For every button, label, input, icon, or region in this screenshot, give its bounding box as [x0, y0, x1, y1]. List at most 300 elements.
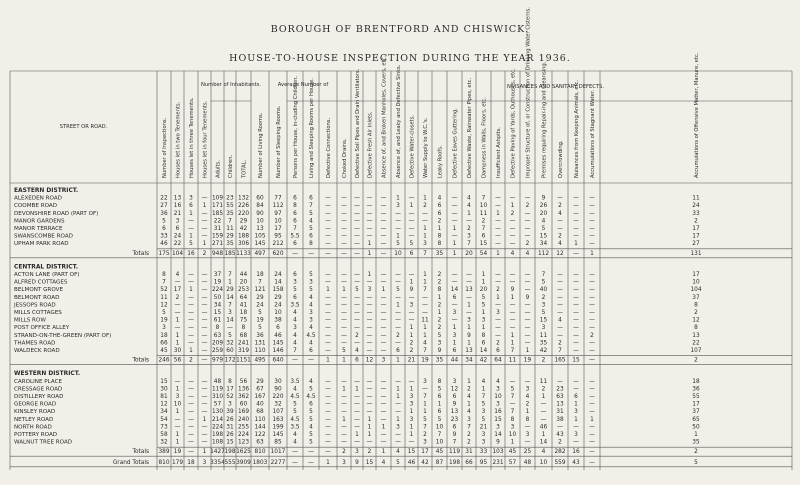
table-row-cell: —	[495, 332, 501, 339]
table-row-cell: 90	[256, 210, 264, 217]
table-row-cell: —	[573, 203, 579, 210]
table-row-cell: —	[201, 394, 208, 400]
table-row-cell: —	[188, 226, 194, 232]
totals-cell: 112	[537, 250, 550, 257]
table-row-cell: —	[366, 218, 373, 225]
table-row-cell: 37	[692, 294, 700, 301]
totals-cell: 131	[690, 250, 702, 257]
table-row-cell: —	[408, 218, 415, 225]
table-row-cell: —	[188, 310, 194, 316]
table-row-cell: 1	[694, 432, 698, 438]
table-row-cell: 5	[258, 325, 262, 332]
table-row-cell: 3	[525, 432, 530, 438]
table-row-cell: —	[341, 424, 347, 431]
table-row-cell: 40	[539, 287, 548, 294]
table-row-cell: —	[589, 386, 595, 393]
table-row-cell: 4	[558, 317, 562, 324]
totals-cell: —	[292, 357, 298, 364]
table-row-cell: 3	[437, 340, 442, 347]
table-row-cell: —	[366, 332, 373, 339]
table-row-cell: 3	[162, 325, 166, 332]
table-row-cell: 1	[355, 432, 359, 438]
table-row-cell: 7	[510, 394, 515, 400]
table-row-cell: 35	[539, 340, 548, 347]
table-row-cell: 1	[423, 272, 427, 278]
table-row-cell: —	[174, 279, 181, 286]
header-defect: Defective Connections.	[326, 117, 332, 178]
table-row-cell: 3	[409, 302, 414, 309]
table-row-cell: —	[495, 203, 501, 210]
table-row-cell: —	[573, 302, 579, 309]
table-row-cell: 5	[228, 332, 232, 339]
table-row-cell: 29	[274, 294, 282, 301]
table-row-cell: 1	[409, 386, 414, 393]
page-subtitle: HOUSE-TO-HOUSE INSPECTION DURING THE YEAR 1936.	[229, 53, 571, 64]
table-row-cell: —	[395, 409, 401, 416]
table-row-cell: 8	[228, 378, 232, 385]
table-row-cell: 20	[479, 287, 488, 294]
header-defect: Defective Waste, Rainwater Pipes, etc.	[467, 77, 473, 178]
table-row-cell: —	[451, 195, 458, 202]
table-row-cell: 38	[274, 317, 282, 324]
table-row-cell: 4	[437, 195, 442, 202]
table-row-cell: —	[341, 233, 347, 240]
table-row-cell: —	[408, 317, 415, 324]
table-row-cell: —	[495, 279, 501, 286]
table-row-label: MANOR GARDENS	[14, 218, 65, 225]
table-row-cell: —	[573, 218, 579, 225]
table-row-cell: 1	[452, 325, 457, 332]
table-row-cell: —	[341, 302, 347, 309]
totals-cell: 45	[508, 449, 517, 456]
header-defect: Improper Structure of, or Construction of Drinking Water Cisterns.	[525, 7, 532, 178]
table-row-cell: 1	[437, 226, 442, 232]
table-row-cell: —	[366, 226, 373, 232]
table-row-cell: —	[573, 424, 579, 431]
table-row-cell: 3	[423, 241, 427, 248]
table-row-cell: —	[341, 203, 347, 210]
totals-cell: 15	[407, 449, 416, 456]
table-row-cell: —	[341, 210, 347, 217]
totals-cell: 103	[492, 449, 504, 456]
table-row-cell: —	[325, 218, 331, 225]
table-row-cell: 188	[237, 233, 250, 240]
table-row-cell: 10	[494, 394, 502, 400]
table-row-cell: 1	[423, 332, 427, 339]
header-label: Houses let in two Tenements.	[175, 101, 182, 178]
table-row-cell: 5	[293, 287, 297, 294]
table-row-cell: 1	[189, 233, 193, 240]
table-row-cell: —	[366, 195, 373, 202]
table-row-cell: —	[354, 340, 360, 347]
table-row-cell: —	[589, 394, 595, 400]
table-row-cell: —	[366, 378, 373, 385]
table-row-cell: 198	[211, 432, 224, 438]
table-row-cell: 159	[211, 233, 224, 240]
totals-cell: 172	[224, 357, 236, 364]
table-row-cell: 5	[481, 294, 486, 301]
table-row-cell: 30	[274, 378, 282, 385]
header-inhabitants: Number of Inhabitants.	[200, 82, 262, 88]
table-row-cell: —	[524, 287, 531, 294]
table-row-cell: —	[589, 210, 595, 217]
table-row-cell: —	[174, 378, 181, 385]
table-row-cell: 55	[692, 394, 700, 400]
table-row-cell: 5	[437, 332, 442, 339]
table-row-cell: —	[366, 317, 373, 324]
table-row-cell: —	[366, 325, 373, 332]
table-row-cell: —	[509, 325, 516, 332]
table-row-cell: 22	[692, 340, 700, 347]
table-row-cell: 46	[160, 241, 168, 248]
table-row-cell: —	[451, 203, 458, 210]
table-row-cell: —	[366, 203, 373, 210]
table-row-cell: 57	[213, 401, 222, 408]
grand-totals-cell: 15	[365, 459, 374, 466]
table-row-cell: 145	[272, 340, 284, 347]
header-defect: Water Supply to W.C.'s.	[423, 117, 429, 178]
totals-cell: 45	[435, 449, 444, 456]
grand-totals-cell: 5	[396, 459, 400, 466]
table-row-cell: 1	[381, 424, 386, 431]
table-row-cell: 4	[309, 340, 313, 347]
table-row-cell: 4	[309, 424, 313, 431]
totals-cell: 2	[694, 357, 698, 364]
table-row-cell: 52	[160, 287, 168, 294]
table-row-cell: 1	[574, 416, 578, 423]
table-row-cell: 4.5	[306, 394, 316, 400]
table-row-label: JESSOPS ROAD	[14, 302, 56, 309]
table-row-cell: —	[509, 279, 516, 286]
table-row-cell: 5	[162, 218, 166, 225]
table-row-cell: —	[380, 233, 387, 240]
table-row-cell: 2	[590, 332, 594, 339]
totals-cell: 1427	[210, 449, 225, 456]
table-row-cell: 12	[160, 302, 168, 309]
table-row-cell: —	[366, 439, 373, 446]
header-defect: Absence of, and Leaky and Defective Sinks.	[396, 64, 402, 178]
table-row-cell: —	[174, 325, 181, 332]
table-row-cell: —	[589, 340, 595, 347]
table-row-cell: —	[201, 432, 208, 438]
grand-totals-cell: 5	[694, 459, 698, 466]
table-row-cell: 6	[437, 394, 442, 400]
table-row-cell: 110	[254, 416, 266, 423]
totals-cell: 3	[355, 449, 359, 456]
table-row-cell: 9	[452, 401, 457, 408]
table-row-cell: —	[188, 302, 194, 309]
table-row-cell: 5	[510, 386, 515, 393]
table-row-cell: 3	[452, 332, 457, 339]
table-row-cell: —	[201, 348, 208, 354]
table-row-cell: —	[174, 416, 181, 423]
grand-totals-cell: —	[589, 459, 595, 466]
table-row-cell: 10	[274, 310, 282, 316]
table-row-cell: 1	[396, 394, 400, 400]
table-row-cell: —	[354, 226, 360, 232]
table-row-cell: 20	[239, 279, 248, 286]
grand-totals-cell: 3	[202, 459, 207, 466]
table-row-cell: —	[366, 348, 373, 354]
grand-totals-cell: 4	[381, 459, 386, 466]
table-row-cell: 5	[481, 416, 486, 423]
table-row-cell: —	[557, 424, 563, 431]
table-row-label: DISTILLERY ROAD	[14, 394, 64, 400]
table-row-cell: 105	[254, 233, 266, 240]
table-row-cell: 1	[175, 332, 180, 339]
table-row-cell: —	[408, 439, 415, 446]
table-row-cell: —	[380, 241, 387, 248]
table-row-cell: —	[341, 332, 347, 339]
table-row-cell: 8	[694, 325, 698, 332]
table-row-cell: —	[573, 317, 579, 324]
table-row-cell: 4	[309, 378, 313, 385]
table-row-cell: 1	[355, 386, 359, 393]
table-row-cell: —	[341, 401, 347, 408]
table-row-cell: 14	[539, 439, 548, 446]
table-row-cell: —	[380, 401, 387, 408]
grand-totals-cell: 3354	[210, 459, 225, 466]
totals-cell: 1151	[236, 357, 251, 364]
grand-totals-cell: 231	[492, 459, 504, 466]
table-row-cell: —	[380, 294, 387, 301]
table-row-cell: —	[201, 302, 208, 309]
table-row-cell: 73	[160, 424, 168, 431]
table-row-cell: —	[509, 226, 516, 232]
header-label: TOTAL.	[241, 159, 248, 178]
totals-cell: —	[308, 250, 314, 257]
table-row-label: ALEXEDEN ROAD	[14, 195, 62, 202]
table-row-cell: —	[325, 416, 331, 423]
table-row-cell: —	[408, 310, 415, 316]
table-row-cell: 5	[162, 310, 166, 316]
table-row-cell: —	[380, 226, 387, 232]
table-row-cell: —	[227, 325, 233, 332]
table-row-cell: —	[201, 210, 208, 217]
table-row-cell: 12	[160, 401, 168, 408]
table-row-cell: —	[201, 439, 208, 446]
table-row-cell: 362	[237, 394, 250, 400]
table-row-cell: —	[341, 317, 347, 324]
table-row-cell: —	[509, 272, 516, 278]
table-row-cell: —	[509, 310, 516, 316]
table-row-cell: —	[325, 279, 331, 286]
table-row-cell: —	[589, 218, 595, 225]
table-row-cell: 1	[367, 424, 372, 431]
table-row-cell: 3	[496, 401, 500, 408]
totals-cell: 497	[254, 250, 266, 257]
table-row-cell: —	[589, 401, 595, 408]
table-row-cell: 2	[437, 325, 442, 332]
table-row-cell: 8	[525, 416, 530, 423]
table-row-cell: 1	[541, 394, 546, 400]
table-row-cell: —	[495, 218, 501, 225]
header-defect: Defective Eaves Guttering.	[452, 108, 459, 178]
table-row-cell: 85	[274, 439, 282, 446]
table-row-cell: 5	[396, 287, 400, 294]
table-row-cell: 107	[690, 348, 702, 354]
table-row-cell: 6	[437, 203, 442, 210]
table-row-cell: 3	[409, 416, 414, 423]
table-row-cell: 15	[160, 378, 168, 385]
table-row-cell: 34	[160, 409, 168, 416]
table-row-cell: 7	[481, 195, 486, 202]
table-row-cell: —	[341, 394, 347, 400]
table-row-cell: 1	[510, 203, 515, 210]
table-row-cell: 259	[211, 348, 224, 354]
table-row-label: MILLS ROW	[14, 317, 46, 324]
table-row-cell: 306	[237, 241, 250, 248]
table-row-cell: 3	[481, 432, 486, 438]
table-row-cell: 109	[211, 195, 224, 202]
table-row-cell: 2	[467, 386, 471, 393]
table-row-cell: —	[395, 218, 401, 225]
table-row-label: NETLEY ROAD	[14, 416, 54, 423]
table-row-cell: —	[341, 378, 347, 385]
table-row-cell: —	[395, 317, 401, 324]
table-row-label: DEVONSHIRE ROAD (PART OF)	[14, 210, 99, 217]
totals-cell: 3	[381, 357, 386, 364]
table-row-cell: —	[408, 294, 415, 301]
totals-cell: 2	[202, 250, 207, 257]
table-row-cell: 3	[574, 432, 578, 438]
table-row-cell: 4	[293, 332, 297, 339]
table-row-cell: 13	[465, 348, 473, 354]
table-row-cell: 46	[274, 332, 282, 339]
table-row-cell: —	[395, 294, 401, 301]
table-row-cell: 110	[254, 348, 266, 354]
table-row-cell: 5	[309, 432, 313, 438]
header-defect: Dampness in Walls, Floors, etc.	[481, 97, 488, 178]
table-row-label: CAROLINE PLACE	[14, 378, 63, 385]
table-row-cell: —	[395, 378, 401, 385]
table-row-cell: 38	[556, 416, 564, 423]
table-row-cell: 4	[496, 378, 500, 385]
table-row-cell: 240	[237, 416, 250, 423]
header-defect: Defective Soil Pipes and Drain Ventilators.	[355, 68, 361, 178]
table-row-cell: 5.5	[290, 233, 300, 240]
table-row-cell: 95	[274, 233, 282, 240]
table-row-cell: 107	[272, 409, 284, 416]
totals-cell: 17	[421, 449, 429, 456]
table-row-cell: 253	[237, 287, 250, 294]
table-row-cell: 60	[239, 401, 248, 408]
table-row-cell: —	[589, 325, 595, 332]
totals-cell: 165	[554, 357, 566, 364]
table-row-cell: 132	[237, 195, 250, 202]
table-row-cell: 1	[590, 416, 594, 423]
table-row-cell: 1	[496, 294, 500, 301]
totals-label: Totals	[132, 250, 149, 257]
table-row-cell: —	[354, 302, 360, 309]
table-row-cell: —	[380, 203, 387, 210]
table-row-cell: 3	[293, 325, 297, 332]
table-row-cell: 10	[256, 218, 264, 225]
table-row-cell: 5	[409, 241, 414, 248]
table-row-cell: 11	[692, 195, 700, 202]
table-row-cell: —	[380, 332, 387, 339]
table-row-label: ACTON LANE (PART OF)	[14, 272, 80, 278]
header-defect: Choked Drains.	[342, 138, 348, 178]
table-row-cell: 1	[452, 226, 457, 232]
table-row-cell: 18	[160, 332, 168, 339]
totals-cell: 640	[272, 357, 284, 364]
table-row-cell: —	[354, 195, 360, 202]
table-row-cell: —	[589, 233, 595, 240]
table-row-cell: 3	[452, 310, 457, 316]
table-row-cell: 8	[241, 325, 246, 332]
table-row-cell: 121	[254, 287, 266, 294]
table-row-cell: 7	[228, 272, 232, 278]
totals-cell: —	[308, 357, 314, 364]
table-row-cell: 1	[423, 279, 427, 286]
table-row-cell: —	[341, 432, 347, 438]
totals-cell: 1133	[236, 250, 251, 257]
table-row-cell: —	[325, 325, 331, 332]
table-row-cell: 6	[481, 340, 486, 347]
table-row-cell: 2	[541, 386, 546, 393]
totals-cell: 1	[202, 449, 207, 456]
table-row-cell: —	[188, 424, 194, 431]
table-row-cell: 15	[539, 317, 548, 324]
table-row-cell: 7	[423, 287, 427, 294]
table-row-cell: —	[540, 416, 547, 423]
totals-cell: —	[188, 449, 194, 456]
table-row-cell: 31	[213, 226, 222, 232]
section-heading: EASTERN DISTRICT.	[14, 188, 79, 194]
header-label: Number of Inspections.	[162, 117, 168, 178]
table-row-cell: 5	[309, 287, 313, 294]
totals-cell: 42	[479, 357, 488, 364]
table-row-cell: —	[325, 210, 331, 217]
table-row-cell: 6	[309, 401, 313, 408]
table-row-cell: 1	[510, 294, 515, 301]
table-row-cell: 2	[437, 302, 442, 309]
totals-cell: 198	[224, 449, 236, 456]
table-row-cell: —	[557, 195, 563, 202]
table-row-cell: 220	[237, 210, 250, 217]
table-row-cell: 7	[437, 432, 442, 438]
table-row-cell: 5	[309, 226, 313, 232]
table-row-cell: —	[589, 294, 595, 301]
table-row-cell: 26	[226, 432, 234, 438]
table-row-cell: 1	[409, 279, 414, 286]
table-row-cell: —	[366, 409, 373, 416]
table-row-cell: 8	[437, 287, 442, 294]
table-row-cell: —	[366, 310, 373, 316]
table-row-cell: 21	[173, 210, 182, 217]
table-row-cell: —	[174, 302, 181, 309]
table-row-cell: 1	[396, 195, 400, 202]
table-row-cell: —	[589, 241, 595, 248]
totals-cell: 25	[523, 449, 532, 456]
table-row-cell: 41	[239, 302, 248, 309]
table-row-cell: 64	[239, 294, 248, 301]
table-row-cell: 7	[162, 279, 166, 286]
totals-cell: 16	[572, 449, 580, 456]
table-row-cell: —	[408, 378, 415, 385]
table-row-cell: —	[509, 378, 516, 385]
table-row-cell: —	[354, 218, 360, 225]
table-row-cell: —	[380, 432, 387, 438]
table-row-cell: —	[509, 302, 516, 309]
table-row-cell: 3.5	[290, 302, 300, 309]
table-row-cell: 2	[694, 218, 698, 225]
table-row-cell: —	[466, 272, 472, 278]
table-row-cell: 163	[272, 416, 284, 423]
table-row-cell: 2	[467, 432, 471, 438]
table-row-cell: 5	[189, 241, 193, 248]
